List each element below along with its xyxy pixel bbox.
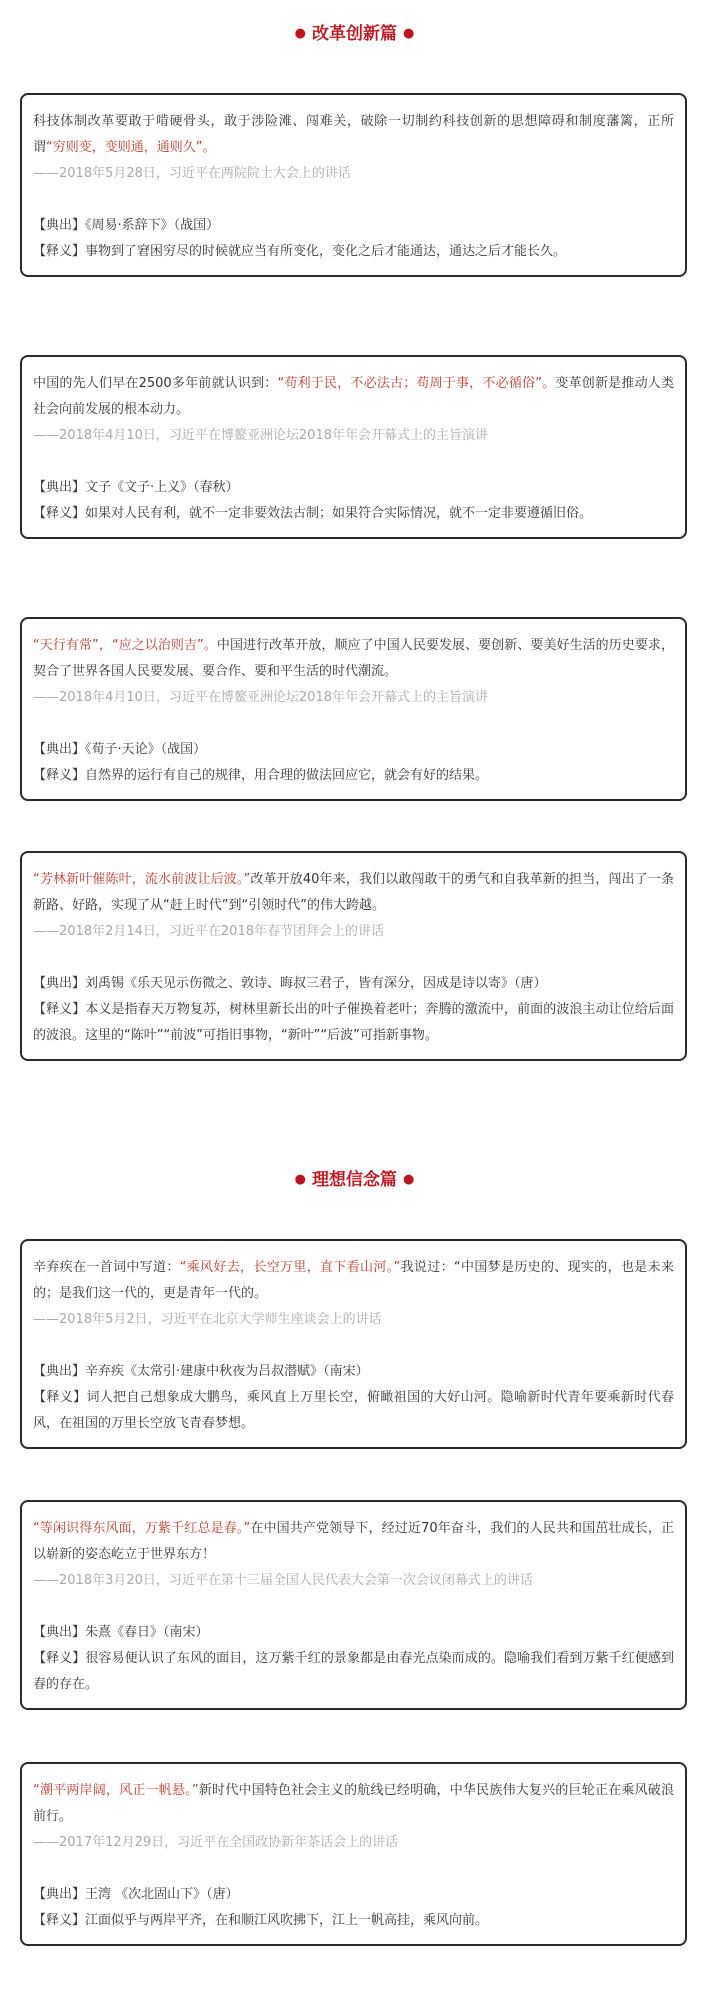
classic-quote: “天行有常”，“应之以治则吉”。 <box>33 638 217 653</box>
meaning-line: 【释义】词人把自己想象成大鹏鸟，乘风直上万里长空，俯瞰祖国的大好山河。隐喻新时代青年要乘新时代春风，在祖国的万里长空放飞青春梦想。 <box>33 1390 674 1431</box>
origin-line: 【典出】文子《文子·上义》（春秋） <box>33 480 239 495</box>
quote-paragraph: 辛弃疾在一首词中写道：“乘风好去，长空万里，直下看山河。”我说过：“中国梦是历史的、现实的，也是未来的；是我们这一代的，更是青年一代的。 <box>33 1260 674 1301</box>
bullet-dot-icon: ● <box>294 26 306 41</box>
quote-paragraph: “天行有常”，“应之以治则吉”。中国进行改革开放，顺应了中国人民要发展、要创新、要美好生活的历史要求，契合了世界各国人民要发展、要合作、要和平生活的时代潮流。 <box>33 638 674 679</box>
source-line: ——2018年4月10日，习近平在博鳌亚洲论坛2018年年会开幕式上的主旨演讲 <box>33 428 488 443</box>
source-line: ——2018年3月20日，习近平在第十三届全国人民代表大会第一次会议闭幕式上的讲话 <box>33 1573 533 1588</box>
meaning-line: 【释义】江面似乎与两岸平齐，在和顺江风吹拂下，江上一帆高挂，乘风向前。 <box>33 1913 489 1928</box>
quote-card <box>20 1762 687 1946</box>
bullet-dot-icon: ● <box>294 1172 306 1187</box>
source-line: ——2018年4月10日，习近平在博鳌亚洲论坛2018年年会开幕式上的主旨演讲 <box>33 690 488 705</box>
classic-quote: “乘风好去，长空万里，直下看山河。” <box>179 1260 401 1275</box>
source-line: ——2018年5月2日，习近平在北京大学师生座谈会上的讲话 <box>33 1312 382 1327</box>
origin-line: 【典出】刘禹锡《乐天见示伤微之、敦诗、晦叔三君子，皆有深分，因成是诗以寄》（唐） <box>33 976 547 991</box>
quote-card <box>20 1239 687 1449</box>
meaning-line: 【释义】如果对人民有利，就不一定非要效法古制；如果符合实际情况，就不一定非要遵循旧俗。 <box>33 506 593 521</box>
source-line: ——2017年12月29日，习近平在全国政协新年茶话会上的讲话 <box>33 1835 399 1850</box>
quote-card <box>20 617 687 801</box>
bullet-dot-icon: ● <box>403 1172 415 1187</box>
quote-paragraph: “潮平两岸阔，风正一帆悬。”新时代中国特色社会主义的航线已经明确，中华民族伟大复兴的巨轮正在乘风破浪前行。 <box>33 1783 674 1824</box>
quote-card <box>20 355 687 539</box>
origin-line: 【典出】《周易·系辞下》（战国） <box>33 218 220 233</box>
quote-card <box>20 851 687 1061</box>
section-title-reform: ● 改革创新篇 ● <box>294 24 415 44</box>
classic-quote: “穷则变，变则通，通则久”。 <box>46 140 216 155</box>
meaning-line: 【释义】自然界的运行有自己的规律，用合理的做法回应它，就会有好的结果。 <box>33 768 489 783</box>
meaning-line: 【释义】本义是指春天万物复苏，树林里新长出的叶子催换着老叶；奔腾的激流中，前面的波浪主动让位给后面的波浪。这里的“陈叶”“前波”可指旧事物，“新叶”“后波”可指新事物。 <box>33 1002 674 1043</box>
bullet-dot-icon: ● <box>403 26 415 41</box>
source-line: ——2018年5月28日，习近平在两院院士大会上的讲话 <box>33 166 351 181</box>
quote-card <box>20 93 687 277</box>
quote-paragraph: “等闲识得东风面，万紫千红总是春。”在中国共产党领导下，经过近70年奋斗，我们的人民共和国茁壮成长，正以崭新的姿态屹立于世界东方！ <box>33 1521 674 1562</box>
source-line: ——2018年2月14日，习近平在2018年春节团拜会上的讲话 <box>33 924 384 939</box>
quote-paragraph: 科技体制改革要敢于啃硬骨头，敢于涉险滩、闯难关，破除一切制约科技创新的思想障碍和制度藩篱，正所谓“穷则变，变则通，通则久”。 <box>33 114 674 155</box>
classic-quote: “芳林新叶催陈叶，流水前波让后波。” <box>33 872 251 887</box>
origin-line: 【典出】朱熹《春日》（南宋） <box>33 1625 209 1640</box>
classic-quote: “等闲识得东风面，万紫千红总是春。” <box>33 1521 251 1536</box>
quote-card <box>20 1500 687 1710</box>
origin-line: 【典出】《荀子·天论》（战国） <box>33 742 207 757</box>
classic-quote: “苟利于民，不必法古；苟周于事，不必循俗”。 <box>277 376 556 391</box>
meaning-line: 【释义】事物到了窘困穷尽的时候就应当有所变化，变化之后才能通达，通达之后才能长久。 <box>33 244 567 259</box>
classic-quote: “潮平两岸阔，风正一帆悬。” <box>33 1783 199 1798</box>
quote-paragraph: “芳林新叶催陈叶，流水前波让后波。”改革开放40年来，我们以敢闯敢干的勇气和自我革新的担当，闯出了一条新路、好路，实现了从“赶上时代”到“引领时代”的伟大跨越。 <box>33 872 674 913</box>
quote-paragraph: 中国的先人们早在2500多年前就认识到：“苟利于民，不必法古；苟周于事，不必循俗”。变革创新是推动人类社会向前发展的根本动力。 <box>33 376 674 417</box>
section-title-ideals: ● 理想信念篇 ● <box>294 1170 415 1190</box>
origin-line: 【典出】王湾 《次北固山下》（唐） <box>33 1887 239 1902</box>
meaning-line: 【释义】很容易便认识了东风的面目，这万紫千红的景象都是由春光点染而成的。隐喻我们看到万紫千红便感到春的存在。 <box>33 1651 674 1692</box>
origin-line: 【典出】辛弃疾《太常引·建康中秋夜为吕叔潜赋》（南宋） <box>33 1364 369 1379</box>
